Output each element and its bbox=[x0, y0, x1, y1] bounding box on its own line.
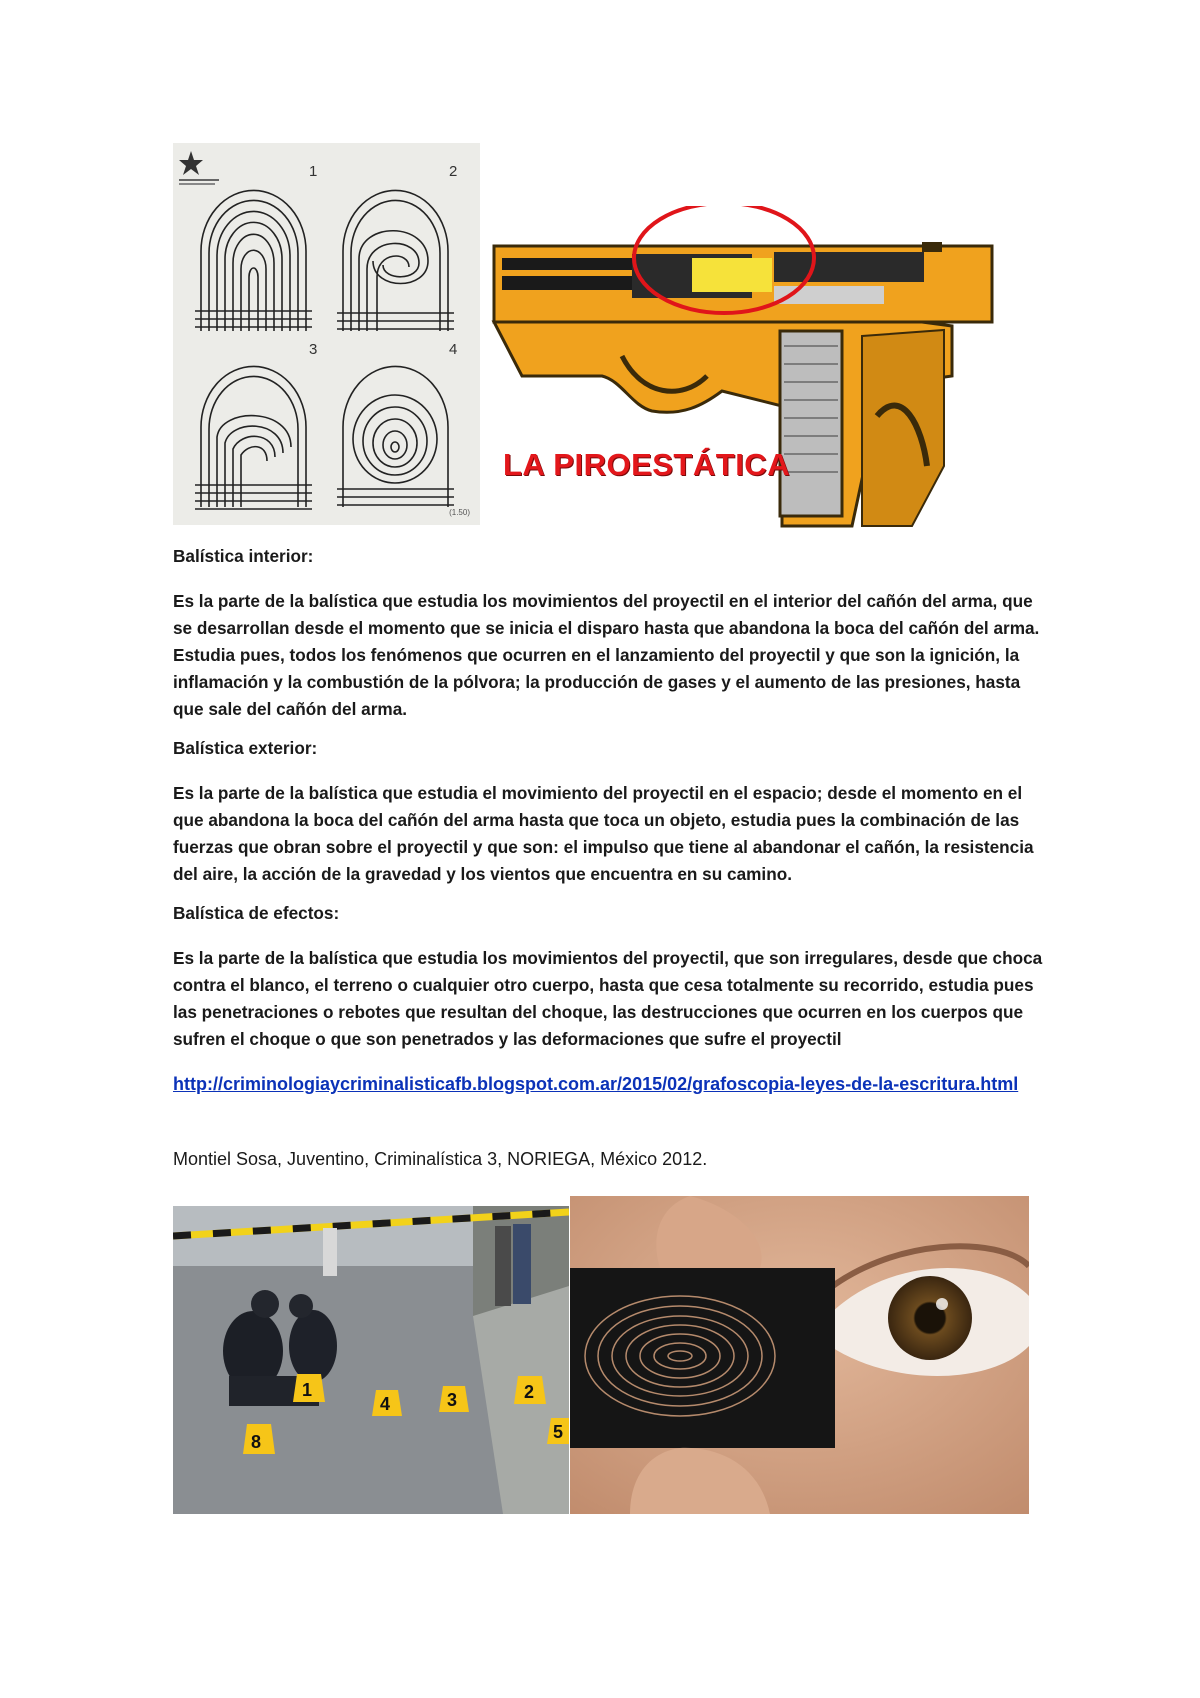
marker-8: 8 bbox=[251, 1432, 262, 1452]
fingerprint-number-4: 4 bbox=[449, 341, 458, 358]
fingerprint-number-2: 2 bbox=[449, 163, 458, 180]
crime-scene-illustration bbox=[173, 1206, 569, 1514]
crime-scene-photo bbox=[173, 1206, 569, 1514]
fingerprint-number-1: 1 bbox=[309, 163, 318, 180]
fingerprint-4 bbox=[333, 357, 458, 517]
fingerprint-3 bbox=[191, 357, 316, 517]
marker-1: 1 bbox=[302, 1380, 313, 1400]
fingerprint-2 bbox=[333, 181, 458, 336]
pistol-cutaway-image bbox=[482, 206, 1002, 528]
marker-3: 3 bbox=[447, 1390, 458, 1410]
marker-2: 2 bbox=[524, 1382, 535, 1402]
eye-fingerprint-photo bbox=[570, 1196, 1029, 1514]
heading-balistica-interior: Balística interior: bbox=[173, 546, 314, 566]
eye-fingerprint-illustration bbox=[570, 1196, 1029, 1514]
paragraph-balistica-interior: Es la parte de la balística que estudia los movimientos del proyectil en el interior del cañón del arma, que se desarrollan desde el momento que se inicia el disparo hasta que abandona la boca del cañón del arma. Estudia pues, todos los fenómenos que ocurren en el lanzamiento del proyectil y que son la ignición, la inflamación y la combustión de la pólvora; la producción de gases y el aumento de las presiones, hasta que sale del cañón del arma. bbox=[173, 591, 1040, 719]
heading-balistica-exterior: Balística exterior: bbox=[173, 738, 318, 758]
gun-title: LA PIROESTÁTICA bbox=[503, 447, 791, 482]
paragraph-balistica-exterior: Es la parte de la balística que estudia el movimiento del proyectil en el espacio; desde el momento en el que abandona la boca del cañón del arma hasta que toca un objeto, estudia pues la combinación de las fuerzas que obran sobre el proyectil y que son: el impulso que tiene al abandonar el cañón, la resistencia del aire, la acción de la gravedad y los vientos que encuentra en su camino. bbox=[173, 783, 1034, 884]
fingerprint-caption: (1.50) bbox=[449, 508, 470, 517]
bibliographic-reference: Montiel Sosa, Juventino, Criminalística 3, NORIEGA, México 2012. bbox=[173, 1149, 708, 1169]
fingerprints-image bbox=[173, 143, 480, 525]
marker-4: 4 bbox=[380, 1394, 391, 1414]
heading-balistica-efectos: Balística de efectos: bbox=[173, 903, 340, 923]
paragraph-balistica-efectos: Es la parte de la balística que estudia los movimientos del proyectil, que son irregulares, desde que choca contra el blanco, el terreno o cualquier otro cuerpo, hasta que cesa totalmente su recorrido, estudia pues las penetraciones o rebotes que resultan del choque, las destrucciones que ocurren en los cuerpos que sufren el choque o que son penetrados y las deformaciones que sufre el proyectil bbox=[173, 948, 1043, 1049]
fingerprint-number-3: 3 bbox=[309, 341, 318, 358]
fingerprint-1 bbox=[191, 181, 316, 336]
marker-5: 5 bbox=[553, 1422, 564, 1442]
source-link[interactable]: http://criminologiaycriminalisticafb.blogspot.com.ar/2015/02/grafoscopia-leyes-de-la-escritura.html bbox=[173, 1074, 1019, 1094]
